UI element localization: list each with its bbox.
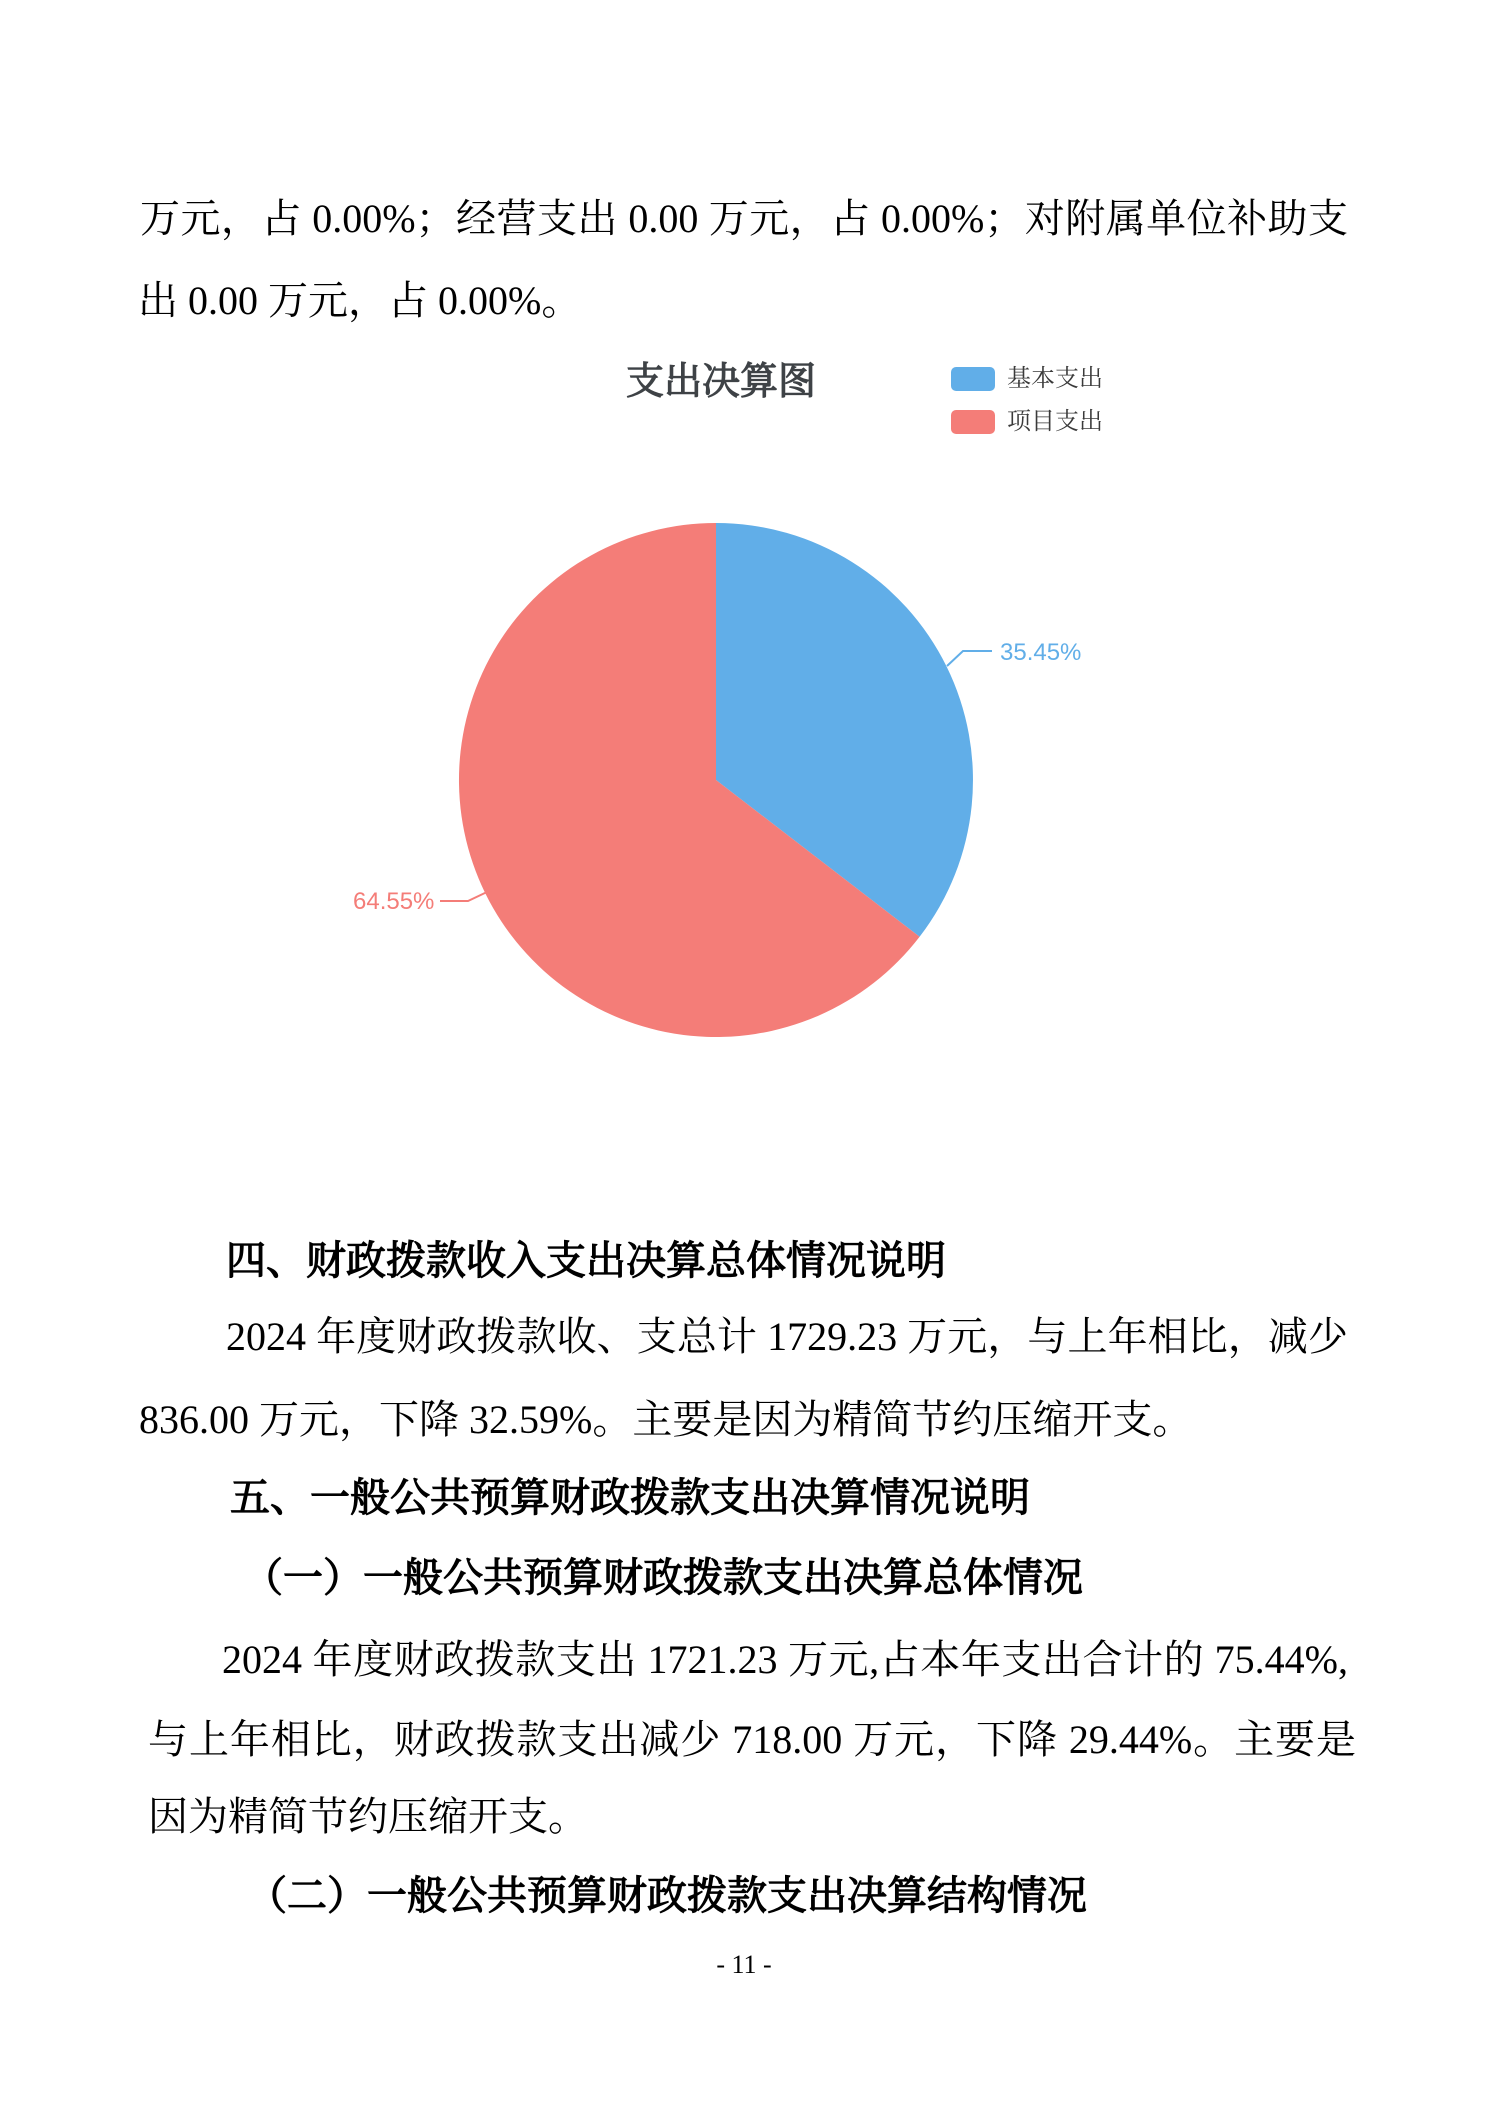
section-5-paragraph-line-1: 2024 年度财政拨款支出 1721.23 万元,占本年支出合计的 75.44%, xyxy=(222,1637,1348,1682)
section-heading-5: 五、一般公共预算财政拨款支出决算情况说明 xyxy=(230,1475,1030,1520)
legend-label-basic-expenditure: 基本支出 xyxy=(1007,365,1103,392)
section-4-paragraph-line-2: 836.00 万元，下降 32.59%。主要是因为精简节约压缩开支。 xyxy=(139,1397,1193,1442)
label-connector-project xyxy=(440,892,487,901)
label-connector-basic xyxy=(947,651,992,666)
intro-paragraph-line-2: 出 0.00 万元，占 0.00%。 xyxy=(138,278,582,323)
section-heading-4: 四、财政拨款收入支出决算总体情况说明 xyxy=(226,1238,946,1283)
section-4-paragraph-line-1: 2024 年度财政拨款收、支总计 1729.23 万元，与上年相比，减少 xyxy=(226,1314,1348,1359)
section-heading-5-sub-2: （二）一般公共预算财政拨款支出决算结构情况 xyxy=(247,1873,1087,1918)
section-5-paragraph-line-3: 因为精简节约压缩开支。 xyxy=(148,1794,588,1839)
section-heading-5-sub-1: （一）一般公共预算财政拨款支出决算总体情况 xyxy=(243,1555,1083,1600)
expenditure-pie-chart xyxy=(300,350,1160,1060)
intro-paragraph-line-1: 万元，占 0.00%；经营支出 0.00 万元，占 0.00%；对附属单位补助支 xyxy=(140,196,1348,241)
section-5-paragraph-line-2: 与上年相比，财政拨款支出减少 718.00 万元，下降 29.44%。主要是 xyxy=(148,1717,1356,1762)
page-number: - 11 - xyxy=(716,1950,772,1979)
chart-title: 支出决算图 xyxy=(625,361,816,403)
pie-label-basic-percent: 35.45% xyxy=(1000,639,1082,666)
legend-label-project-expenditure: 项目支出 xyxy=(1007,408,1103,435)
pie-label-project-percent: 64.55% xyxy=(353,888,435,915)
